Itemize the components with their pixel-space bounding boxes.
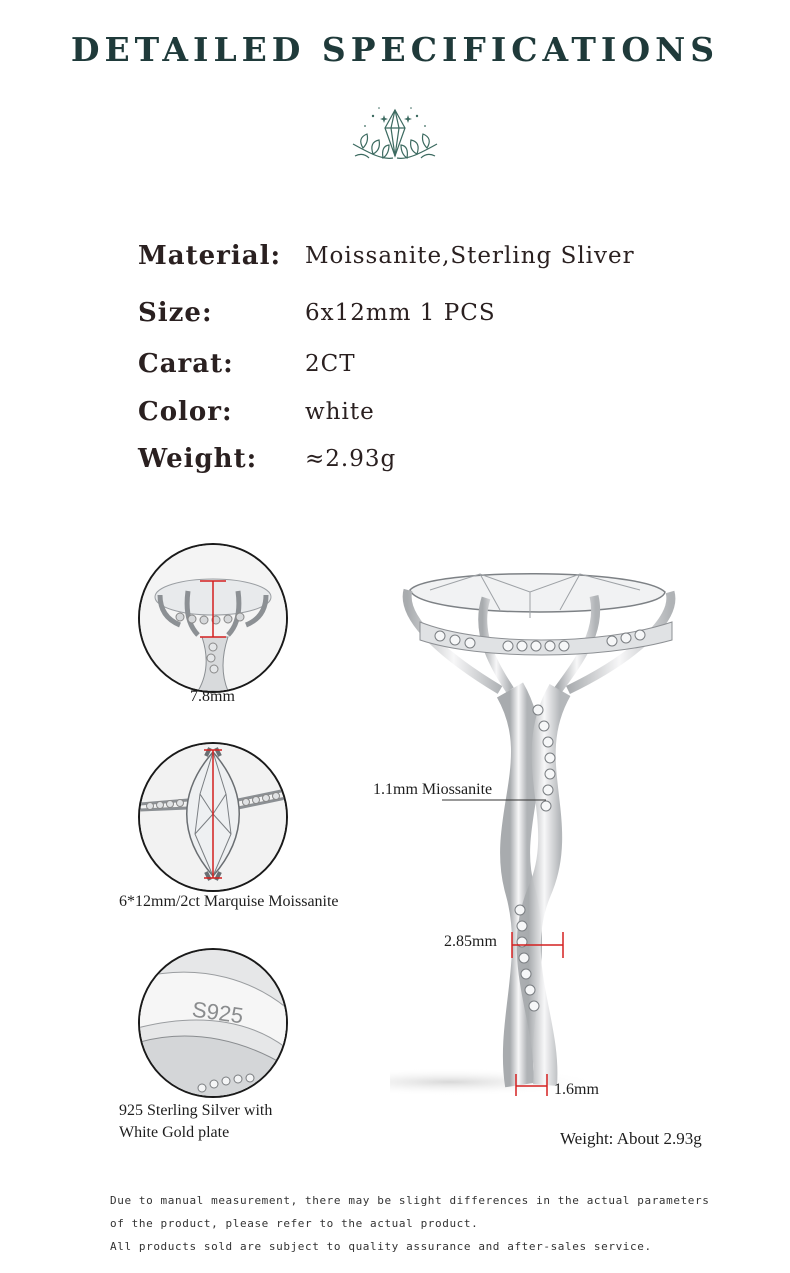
ring-side-view-image [390,560,690,1100]
spec-value: 2CT [305,351,356,377]
prong-setting-image [140,545,286,691]
spec-label: Size: [138,298,213,328]
s925-stamp: S925 [190,996,245,1029]
footer-note-line2: of the product, please refer to the actual product. [110,1217,479,1230]
spec-value: Moissanite,Sterling Sliver [305,243,635,269]
spec-value: 6x12mm 1 PCS [305,300,496,326]
detail-circle-prongs [138,543,288,693]
spec-value: ≈2.93g [305,446,397,472]
material-caption-line1: 925 Sterling Silver with [119,1102,273,1119]
spec-label: Color: [138,397,233,427]
detail-circle-stamp [138,948,288,1098]
page-title: DETAILED SPECIFICATIONS [70,30,720,69]
band-thickness-label: 1.6mm [554,1081,599,1098]
spec-label: Weight: [138,444,258,474]
spec-value: white [305,399,375,425]
band-width-label: 2.85mm [444,933,497,950]
spec-label: Material: [138,241,282,271]
prong-width-caption: 7.8mm [190,688,235,705]
marquise-stone-image [140,744,286,890]
spec-label: Carat: [138,349,234,379]
side-stone-label: 1.1mm Miossanite [373,781,493,798]
material-caption-line2: White Gold plate [119,1124,230,1141]
ring-weight-label: Weight: About 2.93g [560,1129,702,1148]
footer-note-line3: All products sold are subject to quality assurance and after-sales service. [110,1240,652,1253]
crystal-leaves-emblem-icon [345,104,445,174]
footer-note-line1: Due to manual measurement, there may be slight differences in the actual parameters [110,1194,710,1207]
detail-circle-marquise [138,742,288,892]
marquise-caption: 6*12mm/2ct Marquise Moissanite [119,893,339,910]
